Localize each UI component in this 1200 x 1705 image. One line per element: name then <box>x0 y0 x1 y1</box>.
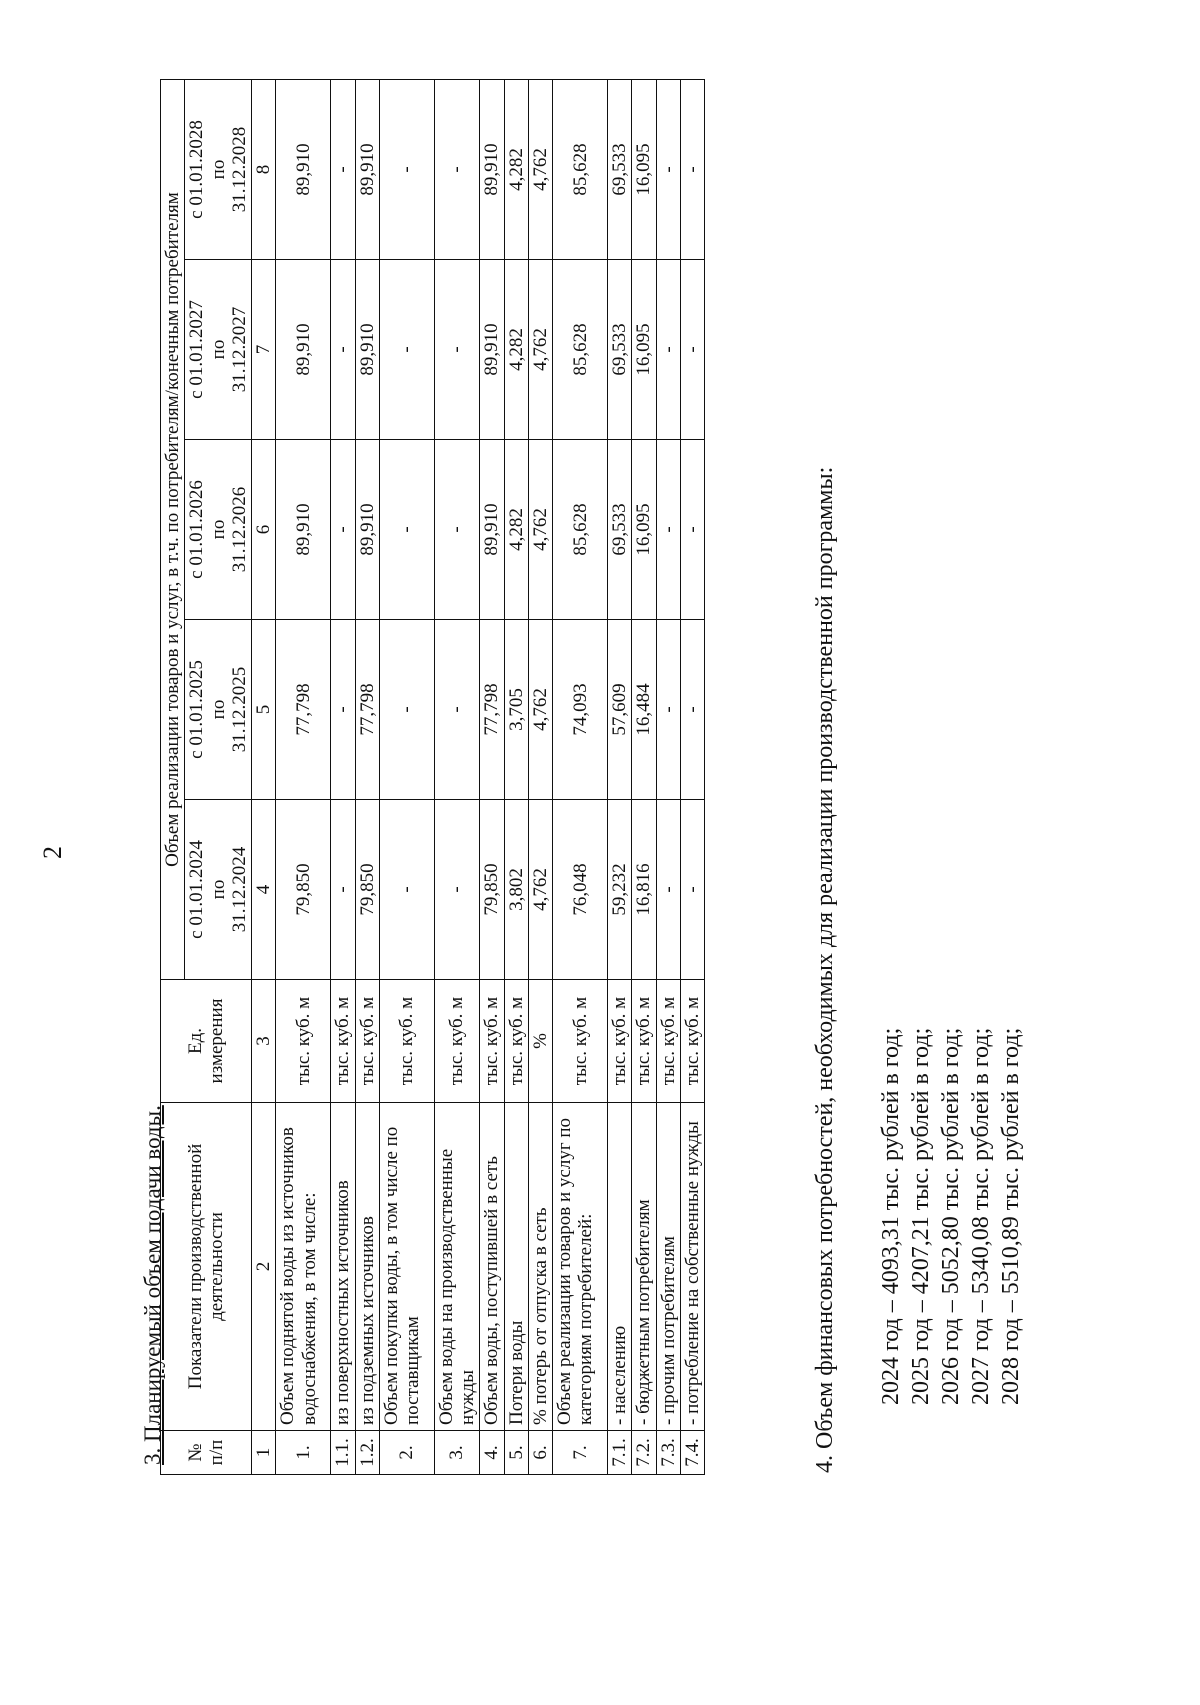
row-value: 69,533 <box>608 80 632 260</box>
table-row <box>504 80 528 1475</box>
row-num: 5. <box>504 1431 528 1475</box>
row-value: - <box>434 260 480 440</box>
row-indicator: Объем поднятой воды из источников водоснабжения, в том числе: <box>276 1103 331 1431</box>
row-value: 4,762 <box>528 620 552 800</box>
row-unit: тыс. куб. м <box>504 980 528 1103</box>
row-value: 85,628 <box>553 260 608 440</box>
header-period-2025: с 01.01.2025 по 31.12.2025 <box>185 620 252 800</box>
row-value: 85,628 <box>553 440 608 620</box>
index-cell: 2 <box>252 1103 276 1431</box>
row-indicator: Объем покупки воды, в том числе по поставщикам <box>379 1103 434 1431</box>
list-item: 2025 год – 4207,21 тыс. рублей в год; <box>908 1027 934 1405</box>
row-value: - <box>434 800 480 980</box>
table-row <box>379 80 434 1475</box>
row-value: 4,282 <box>504 80 528 260</box>
row-value: 16,484 <box>632 620 656 800</box>
header-volume: Объем реализации товаров и услуг, в т.ч. по потребителям/конечным потребителям <box>161 80 185 980</box>
row-unit: тыс. куб. м <box>355 980 379 1103</box>
index-cell: 6 <box>252 440 276 620</box>
column-index-row <box>252 80 276 1475</box>
row-value: 59,232 <box>608 800 632 980</box>
row-unit: тыс. куб. м <box>434 980 480 1103</box>
row-unit: тыс. куб. м <box>680 980 704 1103</box>
row-value: - <box>379 80 434 260</box>
row-value: - <box>434 620 480 800</box>
table-row <box>276 80 331 1475</box>
row-value: 16,095 <box>632 80 656 260</box>
row-value: 4,282 <box>504 260 528 440</box>
row-indicator: Объем воды на производственные нужды <box>434 1103 480 1431</box>
row-unit: тыс. куб. м <box>379 980 434 1103</box>
row-value: 69,533 <box>608 260 632 440</box>
row-value: - <box>434 80 480 260</box>
row-num: 6. <box>528 1431 552 1475</box>
row-value: 77,798 <box>276 620 331 800</box>
row-value: 16,816 <box>632 800 656 980</box>
row-num: 7. <box>553 1431 608 1475</box>
row-value: 89,910 <box>480 440 504 620</box>
list-item: 2024 год – 4093,31 тыс. рублей в год; <box>878 1027 904 1405</box>
row-value: 16,095 <box>632 260 656 440</box>
row-value: 76,048 <box>553 800 608 980</box>
row-num: 7.4. <box>680 1431 704 1475</box>
row-num: 1.2. <box>355 1431 379 1475</box>
row-unit: тыс. куб. м <box>632 980 656 1103</box>
index-cell: 5 <box>252 620 276 800</box>
table-row <box>528 80 552 1475</box>
row-num: 1. <box>276 1431 331 1475</box>
row-indicator: - бюджетным потребителям <box>632 1103 656 1431</box>
header-period-2027: с 01.01.2027 по 31.12.2027 <box>185 260 252 440</box>
row-value: 89,910 <box>276 440 331 620</box>
header-indicator: Показатели производственной деятельности <box>161 1103 252 1431</box>
row-value: 89,910 <box>355 80 379 260</box>
row-value: 4,762 <box>528 440 552 620</box>
financial-needs-list <box>876 1028 1026 1405</box>
row-indicator: % потерь от отпуска в сеть <box>528 1103 552 1431</box>
row-value: 3,705 <box>504 620 528 800</box>
table-row <box>632 80 656 1475</box>
row-unit: % <box>528 980 552 1103</box>
row-value: - <box>680 260 704 440</box>
row-unit: тыс. куб. м <box>608 980 632 1103</box>
row-value: - <box>656 80 680 260</box>
header-unit: Ед. измерения <box>161 980 252 1103</box>
row-indicator: - потребление на собственные нужды <box>680 1103 704 1431</box>
table-row <box>656 80 680 1475</box>
row-unit: тыс. куб. м <box>656 980 680 1103</box>
row-value: 85,628 <box>553 80 608 260</box>
section-4-title: 4. Объем финансовых потребностей, необходимых для реализации производственной программы: <box>812 466 838 1473</box>
row-num: 7.2. <box>632 1431 656 1475</box>
row-num: 7.1. <box>608 1431 632 1475</box>
index-cell: 1 <box>252 1431 276 1475</box>
row-value: 89,910 <box>276 260 331 440</box>
row-value: 77,798 <box>355 620 379 800</box>
row-value: 79,850 <box>276 800 331 980</box>
row-value: - <box>379 800 434 980</box>
row-num: 7.3. <box>656 1431 680 1475</box>
row-value: - <box>680 80 704 260</box>
row-value: - <box>434 440 480 620</box>
row-value: - <box>656 800 680 980</box>
row-indicator: - прочим потребителям <box>656 1103 680 1431</box>
row-num: 2. <box>379 1431 434 1475</box>
row-value: - <box>656 260 680 440</box>
row-value: - <box>656 440 680 620</box>
row-value: 89,910 <box>480 80 504 260</box>
row-num: 3. <box>434 1431 480 1475</box>
row-value: - <box>680 800 704 980</box>
row-unit: тыс. куб. м <box>480 980 504 1103</box>
header-period-2028: с 01.01.2028 по 31.12.2028 <box>185 80 252 260</box>
list-item: 2026 год – 5052,80 тыс. рублей в год; <box>938 1027 964 1405</box>
row-value: - <box>379 620 434 800</box>
row-value: 89,910 <box>276 80 331 260</box>
row-value: - <box>656 620 680 800</box>
row-value: - <box>331 440 355 620</box>
index-cell: 7 <box>252 260 276 440</box>
row-value: - <box>331 620 355 800</box>
row-value: 4,282 <box>504 440 528 620</box>
row-value: - <box>331 80 355 260</box>
list-item: 2028 год – 5510,89 тыс. рублей в год; <box>998 1027 1024 1405</box>
row-indicator: из подземных источников <box>355 1103 379 1431</box>
row-unit: тыс. куб. м <box>276 980 331 1103</box>
row-value: - <box>379 440 434 620</box>
row-value: 4,762 <box>528 260 552 440</box>
row-num: 4. <box>480 1431 504 1475</box>
row-value: 79,850 <box>355 800 379 980</box>
page-number: 2 <box>38 846 67 859</box>
section-3-title: 3. Планируемый объем подачи воды. <box>140 1105 165 1465</box>
table-row <box>434 80 480 1475</box>
index-cell: 3 <box>252 980 276 1103</box>
table-row <box>355 80 379 1475</box>
header-row-1 <box>161 80 185 1475</box>
header-period-2026: с 01.01.2026 по 31.12.2026 <box>185 440 252 620</box>
row-value: 89,910 <box>480 260 504 440</box>
index-cell: 8 <box>252 80 276 260</box>
index-cell: 4 <box>252 800 276 980</box>
row-indicator: - населению <box>608 1103 632 1431</box>
row-value: 89,910 <box>355 260 379 440</box>
row-unit: тыс. куб. м <box>331 980 355 1103</box>
table-row <box>680 80 704 1475</box>
row-indicator: Объем реализации товаров и услуг по категориям потребителей: <box>553 1103 608 1431</box>
list-item: 2027 год – 5340,08 тыс. рублей в год; <box>968 1027 994 1405</box>
row-value: - <box>331 800 355 980</box>
row-value: 89,910 <box>355 440 379 620</box>
row-value: 16,095 <box>632 440 656 620</box>
row-value: - <box>379 260 434 440</box>
table-row <box>553 80 608 1475</box>
row-indicator: Потери воды <box>504 1103 528 1431</box>
row-value: 77,798 <box>480 620 504 800</box>
row-value: 4,762 <box>528 80 552 260</box>
row-value: - <box>680 440 704 620</box>
row-unit: тыс. куб. м <box>553 980 608 1103</box>
row-value: 4,762 <box>528 800 552 980</box>
header-period-2024: с 01.01.2024 по 31.12.2024 <box>185 800 252 980</box>
table-row <box>331 80 355 1475</box>
row-indicator: из поверхностных источников <box>331 1103 355 1431</box>
table-row <box>480 80 504 1475</box>
row-num: 1.1. <box>331 1431 355 1475</box>
row-value: 79,850 <box>480 800 504 980</box>
row-indicator: Объем воды, поступившей в сеть <box>480 1103 504 1431</box>
row-value: - <box>331 260 355 440</box>
row-value: 3,802 <box>504 800 528 980</box>
row-value: 57,609 <box>608 620 632 800</box>
header-num: № п/п <box>161 1431 252 1475</box>
water-supply-table <box>160 79 705 1475</box>
table-row <box>608 80 632 1475</box>
row-value: - <box>680 620 704 800</box>
row-value: 69,533 <box>608 440 632 620</box>
row-value: 74,093 <box>553 620 608 800</box>
